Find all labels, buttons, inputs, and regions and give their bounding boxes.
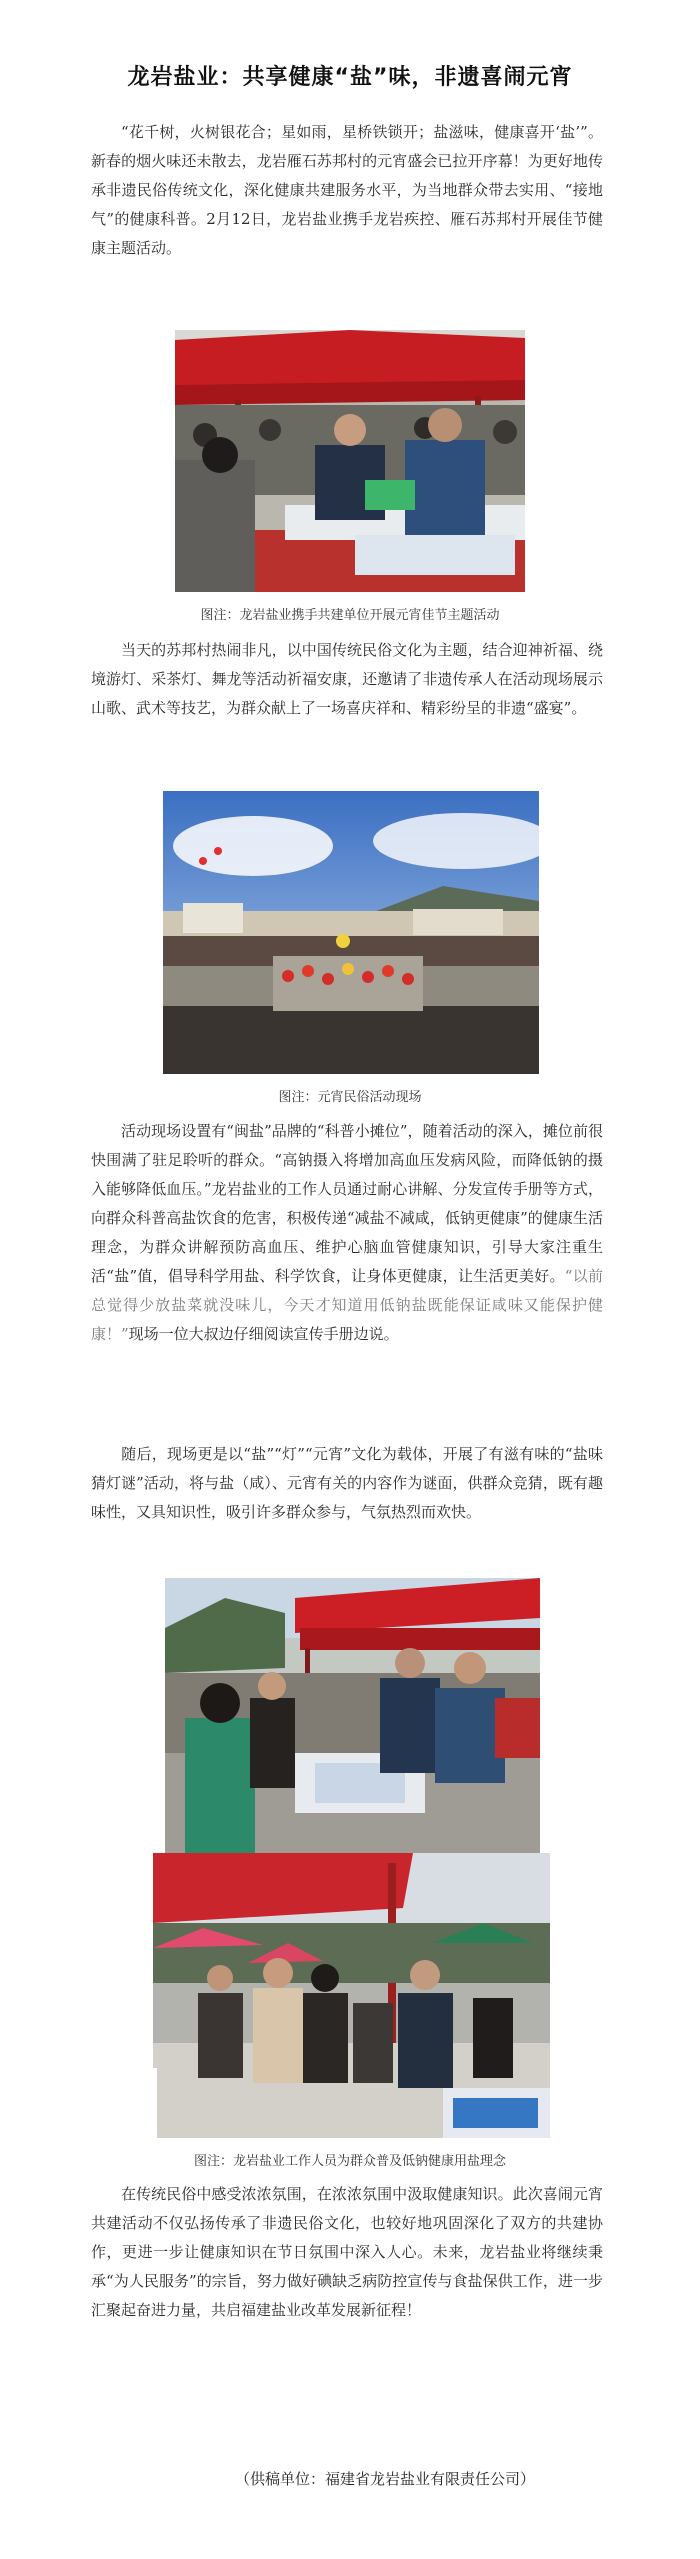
photo-folk-activity (163, 791, 539, 1074)
source-credit: （供稿单位：福建省龙岩盐业有限责任公司） (235, 2470, 536, 2488)
photo-brochures (153, 1853, 550, 2138)
quote-tail: 现场一位大叔边仔细阅读宣传手册边说。 (128, 1325, 399, 1343)
caption-2: 图注：元宵民俗活动现场 (278, 1090, 422, 1105)
paragraph-booth-text: 活动现场设置有“闽盐”品牌的“科普小摊位”，随着活动的深入，摊位前很快围满了驻足聆听的群众。“高钠摄入将增加高血压发病风险，而降低钠的摄入能够降低血压。”龙岩盐业的工作人员通过耐心讲解、分发宣传手册等方式，向群众科普高盐饮食的危害，积极传递“减盐不减咸，低钠更健康”的健康生活理念，为群众讲解预防高血压、维护心脑血管健康知识，引导大家注重生活“盐”值，倡导科学用盐、科学饮食，让身体更健康，让生活更美好。 (91, 1122, 603, 1285)
paragraph-intro (91, 118, 603, 263)
paragraph-festival (91, 636, 603, 723)
paragraph-conclusion-text: 在传统民俗中感受浓浓氛围，在浓浓氛围中汲取健康知识。此次喜闹元宵共建活动不仅弘扬传承了非遗民俗文化，也较好地巩固深化了双方的共建协作，更进一步让健康知识在节日氛围中深入人心。未来，龙岩盐业将继续秉承“为人民服务”的宗旨，努力做好碘缺乏病防控宣传与食盐保供工作，进一步汇聚起奋进力量，共启福建盐业改革发展新征程！ (91, 2185, 603, 2319)
paragraph-riddles (91, 1440, 603, 1527)
paragraph-riddles-text: 随后，现场更是以“盐”“灯”“元宵”文化为载体，开展了有滋有味的“盐味猜灯谜”活动，将与盐（咸）、元宵有关的内容作为谜面，供群众竞猜，既有趣味性，又具知识性，吸引许多群众参与，气氛热烈而欢快。 (91, 1445, 603, 1521)
resident-quote: “以前总觉得少放盐菜就没味儿，今天才知道用低钠盐既能保证咸味又能保护健康！” (91, 1267, 603, 1343)
photo-booth-staff (165, 1578, 540, 1853)
paragraph-intro-text: “花千树，火树银花合；星如雨，星桥铁锁开；盐滋味，健康喜开‘盐’”。新春的烟火味还未散去，龙岩雁石苏邦村的元宵盛会已拉开序幕！为更好地传承非遗民俗传统文化，深化健康共建服务水平，为当地群众带去实用、“接地气”的健康科普。2月12日，龙岩盐业携手龙岩疾控、雁石苏邦村开展佳节健康主题活动。 (91, 123, 603, 257)
caption-3: 图注：龙岩盐业工作人员为群众普及低钠健康用盐理念 (193, 2154, 506, 2169)
caption-1: 图注：龙岩盐业携手共建单位开展元宵佳节主题活动 (200, 608, 500, 623)
paragraph-booth (91, 1117, 603, 1349)
article-title: 龙岩盐业：共享健康“盐”味，非遗喜闹元宵 (127, 65, 573, 90)
photo-tent-booth (175, 330, 525, 592)
paragraph-festival-text: 当天的苏邦村热闹非凡，以中国传统民俗文化为主题，结合迎神祈福、绕境游灯、采茶灯、舞龙等活动祈福安康，还邀请了非遗传承人在活动现场展示山歌、武术等技艺，为群众献上了一场喜庆祥和、精彩纷呈的非遗“盛宴”。 (91, 641, 603, 717)
paragraph-conclusion (91, 2180, 603, 2325)
